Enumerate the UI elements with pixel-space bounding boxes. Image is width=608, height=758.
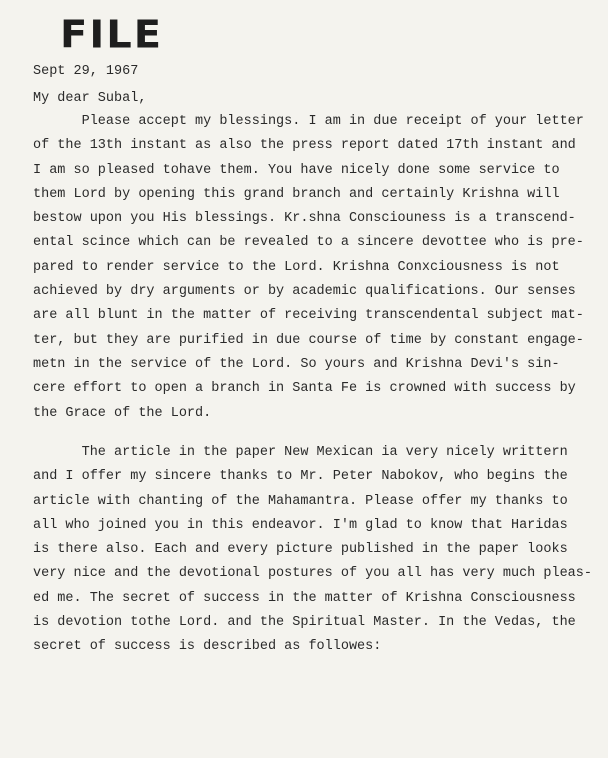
text-line: very nice and the devotional postures of you all has very much pleas- [33, 566, 592, 582]
file-stamp: FILE [60, 13, 164, 57]
text-line: secret of success is described as followes: [33, 639, 382, 655]
letter-date: Sept 29, 1967 [33, 64, 139, 79]
text-line: is devotion tothe Lord. and the Spiritual Master. In the Vedas, the [33, 615, 576, 631]
text-line: are all blunt in the matter of receiving transcendental subject mat- [33, 308, 584, 324]
text-line: achieved by dry arguments or by academic qualifications. Our senses [33, 284, 576, 300]
text-line: the Grace of the Lord. [33, 405, 212, 421]
salutation: My dear Subal, [33, 91, 147, 106]
text-line: The article in the paper New Mexican ia very nicely writtern [33, 445, 568, 460]
text-line: all who joined you in this endeavor. I'm glad to know that Haridas [33, 517, 568, 533]
text-line: Please accept my blessings. I am in due receipt of your letter [33, 114, 584, 129]
text-line: I am so pleased tohave them. You have nicely done some service to [33, 162, 560, 178]
text-line: bestow upon you His blessings. Kr.shna Consciouness is a transcend- [33, 211, 576, 227]
paragraph-1 [33, 110, 584, 426]
text-line: of the 13th instant as also the press report dated 17th instant and [33, 138, 576, 154]
text-line: ter, but they are purified in due course of time by constant engage- [33, 332, 584, 348]
text-line: cere effort to open a branch in Santa Fe is crowned with success by [33, 381, 576, 397]
paragraph-2 [33, 441, 592, 660]
text-line: ed me. The secret of success in the matter of Krishna Consciousness [33, 590, 576, 606]
text-line: them Lord by opening this grand branch and certainly Krishna will [33, 186, 560, 202]
text-line: and I offer my sincere thanks to Mr. Peter Nabokov, who begins the [33, 469, 568, 485]
text-line: metn in the service of the Lord. So yours and Krishna Devi's sin- [33, 356, 560, 372]
text-line: ental scince which can be revealed to a sincere devottee who is pre- [33, 235, 584, 251]
text-line: article with chanting of the Mahamantra. Please offer my thanks to [33, 493, 568, 509]
text-line: is there also. Each and every picture published in the paper looks [33, 542, 568, 558]
text-line: pared to render service to the Lord. Krishna Conxciousness is not [33, 259, 560, 275]
